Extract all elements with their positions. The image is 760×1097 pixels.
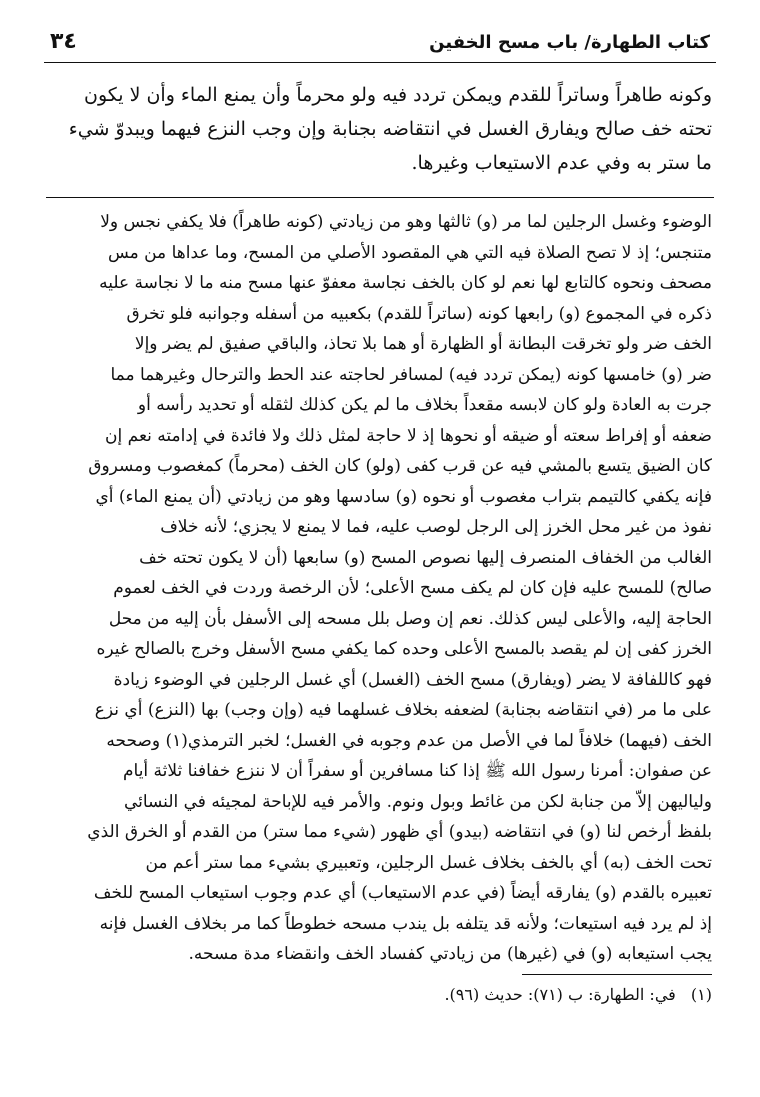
commentary-line: ولياليهن إلاّ من جنابة لكن من غائط وبول ونوم. والأمر فيه للإباحة لمجيئه في النسائي [123, 791, 712, 812]
main-text [46, 78, 712, 180]
commentary-line: صالح) للمسح عليه فإن كان لم يكف مسح الأعلى؛ لأن الرخصة وردت في الخف لعموم [113, 578, 712, 598]
main-text-line: وكونه طاهراً وساتراً للقدم ويمكن تردد فيه ولو محرماً وأن يمنع الماء وأن لا يكون [84, 84, 712, 106]
main-text-line: تحته خف صالح ويفارق الغسل في انتقاضه بجنابة وإن وجب النزع فيهما ويبدوّ شيء [68, 118, 712, 140]
commentary-line: كان الضيق يتسع بالمشي فيه عن قرب كفى (ولو) كان الخف (محرماً) كمغصوب ومسروق [88, 456, 712, 476]
commentary-line: الخرز كفى إن لم يقصد بالمسح الأعلى وحده كما يكفي مسح الأسفل وخرج بالصالح غيره [96, 639, 712, 659]
chapter-title: كتاب الطهارة/ باب مسح الخفين [429, 32, 710, 53]
commentary-line: نفوذ من غير محل الخرز إلى الرجل لوصب عليه، فما لا يمنع لا يجزي؛ لأنه خلاف [160, 517, 712, 537]
commentary-line: فهو كاللفافة لا يضر (ويفارق) مسح الخف (الغسل) أي غسل الرجلين في الوضوء زيادة [113, 669, 712, 690]
page-number: ٣٤ [50, 29, 77, 54]
commentary-text [46, 207, 712, 970]
footnote [46, 982, 712, 1008]
footnote-text: في: الطهارة: ب (٧١): حديث (٩٦). [444, 985, 676, 1004]
commentary-line: فإنه يكفي كالتيمم بتراب مغصوب أو نحوه (و) سادسها وهو من زيادتي (أن يمنع الماء) أي [95, 486, 712, 507]
commentary-line: ذكره في المجموع (و) رابعها كونه (ساتراً للقدم) بكعبيه من أسفله وجوانبه فلو تخرق [126, 303, 712, 324]
commentary-line: يجب استيعابه (و) في (غيرها) من زيادتي كفساد الخف وانقضاء مدة مسحه. [188, 944, 712, 964]
commentary-line: بلفظ أرخص لنا (و) في انتقاضه (بيدو) أي ظهور (شيء مما ستر) من القدم أو الخرق الذي [87, 822, 712, 842]
commentary-line: الوضوء وغسل الرجلين لما مر (و) ثالثها وهو من زيادتي (كونه طاهراً) فلا يكفي نجس ولا [100, 212, 712, 232]
commentary-line: الخف (فيهما) خلافاً لما في الأصل من عدم وجوبه في الغسل؛ لخبر الترمذي(١) وصححه [106, 730, 712, 751]
commentary-line: ضر (و) خامسها كونه (يمكن تردد فيه) لمسافر لحاجته عند الحط والترحال وغيرهما مما [110, 364, 712, 385]
commentary-line: ضعفه أو إفراط سعته أو ضيقه أو نحوها إذ لا حاجة لمثل ذلك ولا فائدة في إدامته نعم إن [105, 425, 712, 446]
commentary-line: الحاجة إليه، والأعلى ليس كذلك. نعم إن وصل بلل مسحه إلى الأسفل بأن إليه من محل [108, 608, 712, 629]
commentary-line: جرت به العادة ولو كان لابسه مقعداً بخلاف ما لم يكن كذلك لثقله أو تحديد رأسه أو [137, 395, 712, 415]
commentary-line: إذ لم يرد فيه استيعات؛ ولأنه قد يتلفه بل يندب مسحه خطوطاً كما مر بخلاف الغسل فإنه [99, 913, 712, 934]
commentary-line: تعبيره بالقدم (و) يفارقه أيضاً (في عدم الاستيعاب) أي عدم وجوب استيعاب المسح للخف [93, 883, 712, 903]
commentary-line: تحت الخف (به) أي بالخف بخلاف غسل الرجلين، وتعبيري بشيء مما ستر أعم من [145, 852, 712, 873]
section-divider [46, 197, 714, 198]
commentary-line: على ما مر (في انتقاضه بجنابة) لضعفه بخلاف غسلهما فيه (وإن وجب) بها (النزع) أي نزع [94, 700, 712, 720]
footnote-marker: (١) [690, 985, 712, 1004]
footnote-divider [522, 974, 712, 975]
commentary-line: مصحف ونحوه كالتابع لها نعم لو كان بالخف نجاسة معفوّ عنها مسح منه ما لا نجاسة عليه [99, 273, 712, 293]
page-header [44, 28, 716, 63]
commentary-line: الخف ضر ولو تخرقت البطانة أو الظهارة أو هما بلا تحاذ، والباقي صفيق لم يضر وإلا [134, 334, 712, 354]
main-text-line: ما ستر به وفي عدم الاستيعاب وغيرها. [411, 152, 712, 174]
commentary-line: متنجس؛ إذ لا تصح الصلاة فيه التي هي المقصود الأصلي من المسح، وما عداها من مس [107, 242, 712, 263]
commentary-line: عن صفوان: أمرنا رسول الله ﷺ إذا كنا مسافرين أو سفراً أن لا ننزع خفافنا ثلاثة أيام [122, 761, 712, 781]
commentary-line: الغالب من الخفاف المنصرف إليها نصوص المسح (و) سابعها (أن لا يكون تحته خف [139, 547, 712, 568]
